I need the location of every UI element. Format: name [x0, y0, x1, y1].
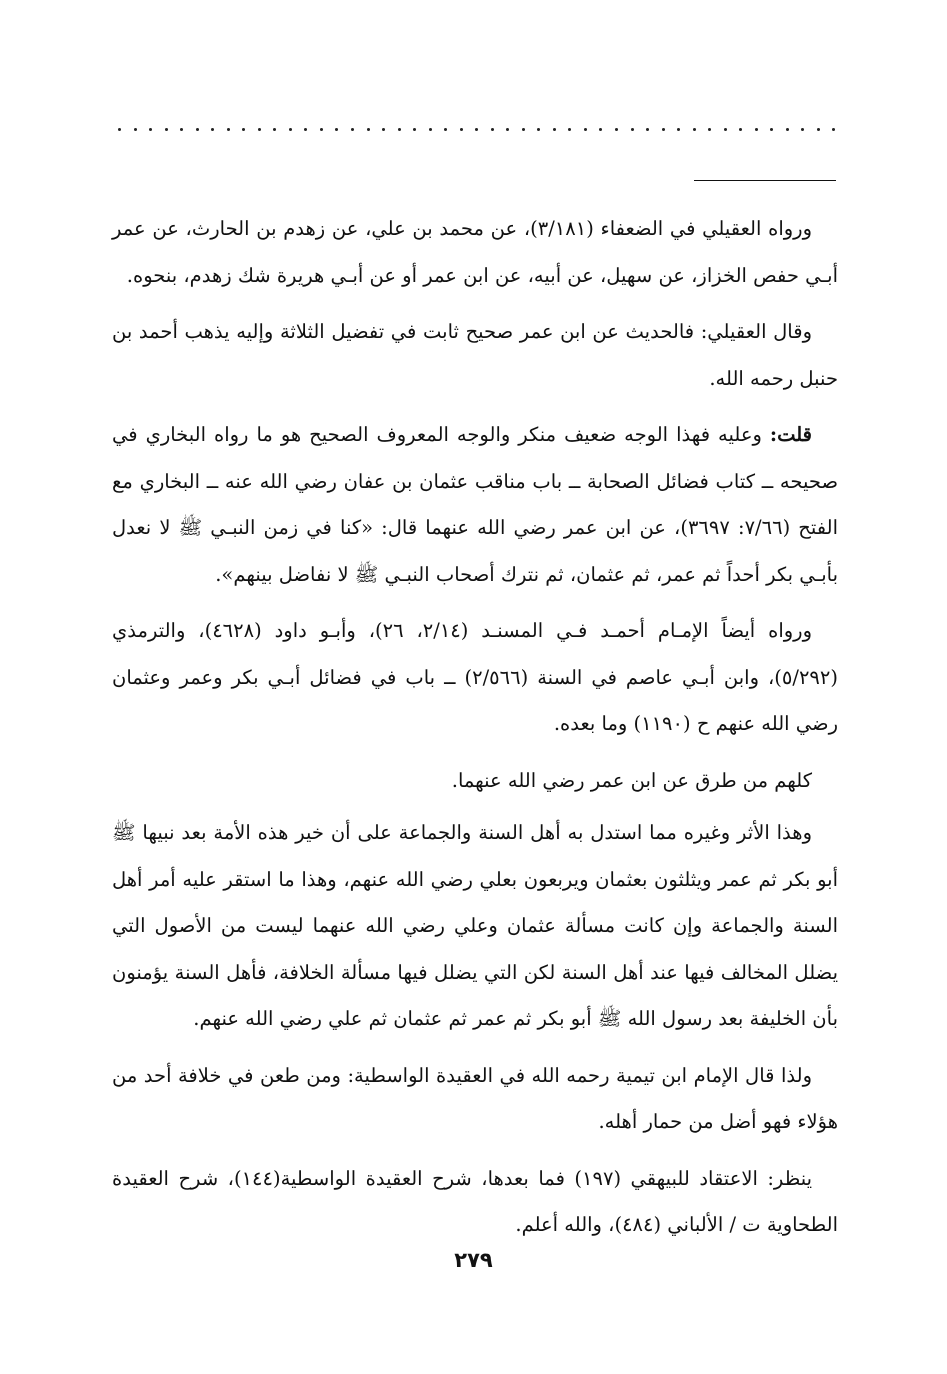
separator-dot: [180, 128, 183, 131]
separator-dot: [227, 128, 230, 131]
separator-dot: [491, 128, 494, 131]
separator-dot: [817, 128, 820, 131]
separator-dot: [398, 128, 401, 131]
separator-dot: [755, 128, 758, 131]
separator-dot: [273, 128, 276, 131]
separator-dot: [382, 128, 385, 131]
separator-dot: [522, 128, 525, 131]
footnote-paragraph: كلهم من طرق عن ابن عمر رضي الله عنهما.: [451, 768, 812, 792]
separator-dot: [677, 128, 680, 131]
footnote-paragraph: وقال العقيلي: فالحديث عن ابن عمر صحيح ثابت في تفضيل الثلاثة وإليه يذهب أحمد بن حنبل رحمه الله.: [112, 320, 838, 390]
separator-dot: [615, 128, 618, 131]
separator-dot: [242, 128, 245, 131]
page-number: ٢٧٩: [454, 1248, 493, 1272]
qultu-lead: قلت:: [769, 423, 812, 446]
separator-dot: [584, 128, 587, 131]
footnote-paragraph-text: وعليه فهذا الوجه ضعيف منكر والوجه المعروف الصحيح هو ما رواه البخاري في صحيحه ــ كتاب فضائل الصحابة ــ باب مناقب عثمان بن عفان رضي الله عنه ــ البخاري مع الفتح (٧/٦٦: ٣٦٩٧)، عن ابن عمر رضي الله عنهما قال: «كنا في زمن النبـي ﷺ لا نعدل بأبـي بكر أحداً ثم عمر، ثم عثمان، ثم نترك أصحاب النبـي ﷺ لا نفاضل بينهم».: [112, 423, 838, 586]
separator-dot: [537, 128, 540, 131]
separator-dot: [646, 128, 649, 131]
footnote-paragraph: [112, 412, 838, 598]
separator-dot: [413, 128, 416, 131]
footnote-paragraph: ورواه العقيلي في الضعفاء (٣/١٨١)، عن محمد بن علي، عن زهدم بن الحارث، عن عمر أبـي حفص الخزاز، عن سهيل، عن أبيه، عن ابن عمر أو عن أبـي هريرة شك زهدم، بنحوه.: [112, 217, 838, 287]
separator-dot: [320, 128, 323, 131]
separator-dot: [553, 128, 556, 131]
separator-dot: [444, 128, 447, 131]
separator-dot: [786, 128, 789, 131]
separator-dot: [568, 128, 571, 131]
separator-dot: [693, 128, 696, 131]
separator-dot: [739, 128, 742, 131]
separator-dot: [304, 128, 307, 131]
separator-dot: [134, 128, 137, 131]
separator-dot: [770, 128, 773, 131]
separator-dot: [149, 128, 152, 131]
separator-dot: [258, 128, 261, 131]
separator-dot: [832, 128, 835, 131]
separator-dot: [351, 128, 354, 131]
separator-dot: [708, 128, 711, 131]
separator-dot: [801, 128, 804, 131]
separator-dot: [506, 128, 509, 131]
separator-dot: [662, 128, 665, 131]
separator-dot: [429, 128, 432, 131]
separator-dot: [367, 128, 370, 131]
separator-dot: [196, 128, 199, 131]
footnote-body: [112, 206, 838, 1259]
separator-dot: [631, 128, 634, 131]
separator-dot: [335, 128, 338, 131]
separator-dot: [599, 128, 602, 131]
footnote-paragraph: وهذا الأثر وغيره مما استدل به أهل السنة والجماعة على أن خير هذه الأمة بعد نبيها ﷺ أبو بكر ثم عمر ويثلثون بعثمان ويربعون بعلي رضي الله عنهم، وهذا ما استقر عليه أمر أهل السنة والجماعة وإن كانت مسألة عثمان وعلي رضي الله عنهما ليست من الأصول التي يضلل المخالف فيها عند أهل السنة لكن التي يضلل فيها مسألة الخلافة، فأهل السنة يؤمنون بأن الخليفة بعد رسول الله ﷺ أبو بكر ثم عمر ثم عثمان ثم علي رضي الله عنهم.: [112, 821, 838, 1030]
separator-dot: [475, 128, 478, 131]
separator-dot: [724, 128, 727, 131]
footnote-paragraph: ينظر: الاعتقاد للبيهقي (١٩٧) فما بعدها، شرح العقيدة الواسطية(١٤٤)، شرح العقيدة الطحاوية ت / الألباني (٤٨٤)، والله أعلم.: [112, 1166, 838, 1236]
separator-dot: [165, 128, 168, 131]
footnote-separator-line: [694, 180, 836, 181]
footnote-paragraph: ورواه أيضاً الإمـام أحمـد فـي المسنـد (٢/١٤، ٢٦)، وأبـو داود (٤٦٢٨)، والترمذي (٥/٢٩٢)، وابن أبـي عاصم في السنة (٢/٥٦٦) ــ باب في فضائل أبـي بكر وعمر وعثمان رضي الله عنهم ح (١١٩٠) وما بعده.: [112, 619, 838, 735]
separator-dot: [460, 128, 463, 131]
footnote-paragraph: ولذا قال الإمام ابن تيمية رحمه الله في العقيدة الواسطية: ومن طعن في خلافة أحد من هؤلاء فهو أضل من حمار أهله.: [112, 1063, 838, 1133]
separator-dot: [211, 128, 214, 131]
separator-dot: [118, 128, 121, 131]
separator-dot: [289, 128, 292, 131]
dotted-separator: [118, 122, 836, 136]
